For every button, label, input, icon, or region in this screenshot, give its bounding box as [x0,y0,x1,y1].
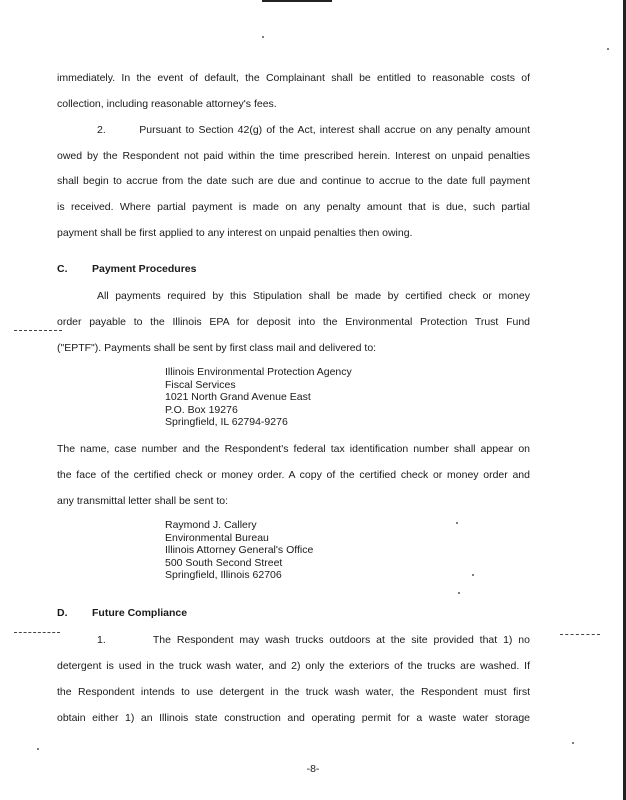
paragraph-line: order payable to the Illinois EPA for deposit into the Environmental Protection Trust Fund [57,316,530,328]
address-line: 500 South Second Street [165,556,283,569]
paragraph-line: the face of the certified check or money order. A copy of the certified check or money order and [57,469,530,481]
address-line: Raymond J. Callery [165,519,257,531]
paragraph-line: obtain either 1) an Illinois state construction and operating permit for a waste water storage [57,712,530,724]
paragraph-line: The name, case number and the Respondent's federal tax identification number shall appear on [57,443,530,455]
section-heading-d [57,607,187,619]
scan-speck [572,742,574,744]
section-title: Payment Procedures [92,263,197,275]
scan-speck [607,48,609,50]
paragraph-line: detergent is used in the truck wash water, and 2) only the exteriors of the trucks are washed. If [57,660,530,672]
paragraph-line: any transmittal letter shall be sent to: [57,495,228,507]
section-heading-c [57,263,196,275]
address-line: P.O. Box 19276 [165,403,238,416]
address-line: 1021 North Grand Avenue East [165,391,311,404]
address-block-epa [165,366,352,429]
paragraph-line: 1. The Respondent may wash trucks outdoors at the site provided that 1) no [97,634,530,646]
scan-speck [37,748,39,750]
scan-speck [472,574,474,576]
paragraph-line: is received. Where partial payment is made on any penalty amount that is due, such partial [57,201,530,213]
scan-speck [458,592,460,594]
scan-edge-mark [262,0,332,2]
address-line: Springfield, IL 62794-9276 [165,416,288,429]
address-line: Illinois Attorney General's Office [165,544,314,557]
paragraph-line: collection, including reasonable attorney's fees. [57,98,277,110]
scan-speck [262,36,264,38]
scan-artifact [560,634,600,635]
section-title: Future Compliance [92,607,188,619]
address-line: Environmental Bureau [165,531,269,544]
scan-speck [456,522,458,524]
paragraph-line: All payments required by this Stipulation shall be made by certified check or money [97,290,530,302]
address-block-attorney-general [165,519,313,582]
paragraph-line: the Respondent intends to use detergent in the truck wash water, the Respondent must first [57,686,530,698]
paragraph-line: shall begin to accrue from the date such are due and continue to accrue to the date full payment [57,175,530,187]
address-line: Fiscal Services [165,378,236,391]
paragraph-line: payment shall be first applied to any interest on unpaid penalties then owing. [57,227,413,239]
paragraph-line: ("EPTF"). Payments shall be sent by first class mail and delivered to: [57,342,377,354]
paragraph-line: immediately. In the event of default, the Complainant shall be entitled to reasonable costs of [57,72,530,84]
address-line: Illinois Environmental Protection Agency [165,366,352,378]
page-number: -8- [306,763,320,775]
paragraph-line: owed by the Respondent not paid within the time prescribed herein. Interest on unpaid penalties [57,150,530,162]
scan-artifact [14,632,60,633]
scan-artifact [14,330,62,331]
address-line: Springfield, Illinois 62706 [165,569,282,582]
section-letter: C. [57,263,68,275]
section-letter: D. [57,607,68,619]
paragraph-line: 2. Pursuant to Section 42(g) of the Act, interest shall accrue on any penalty amount [97,124,530,136]
